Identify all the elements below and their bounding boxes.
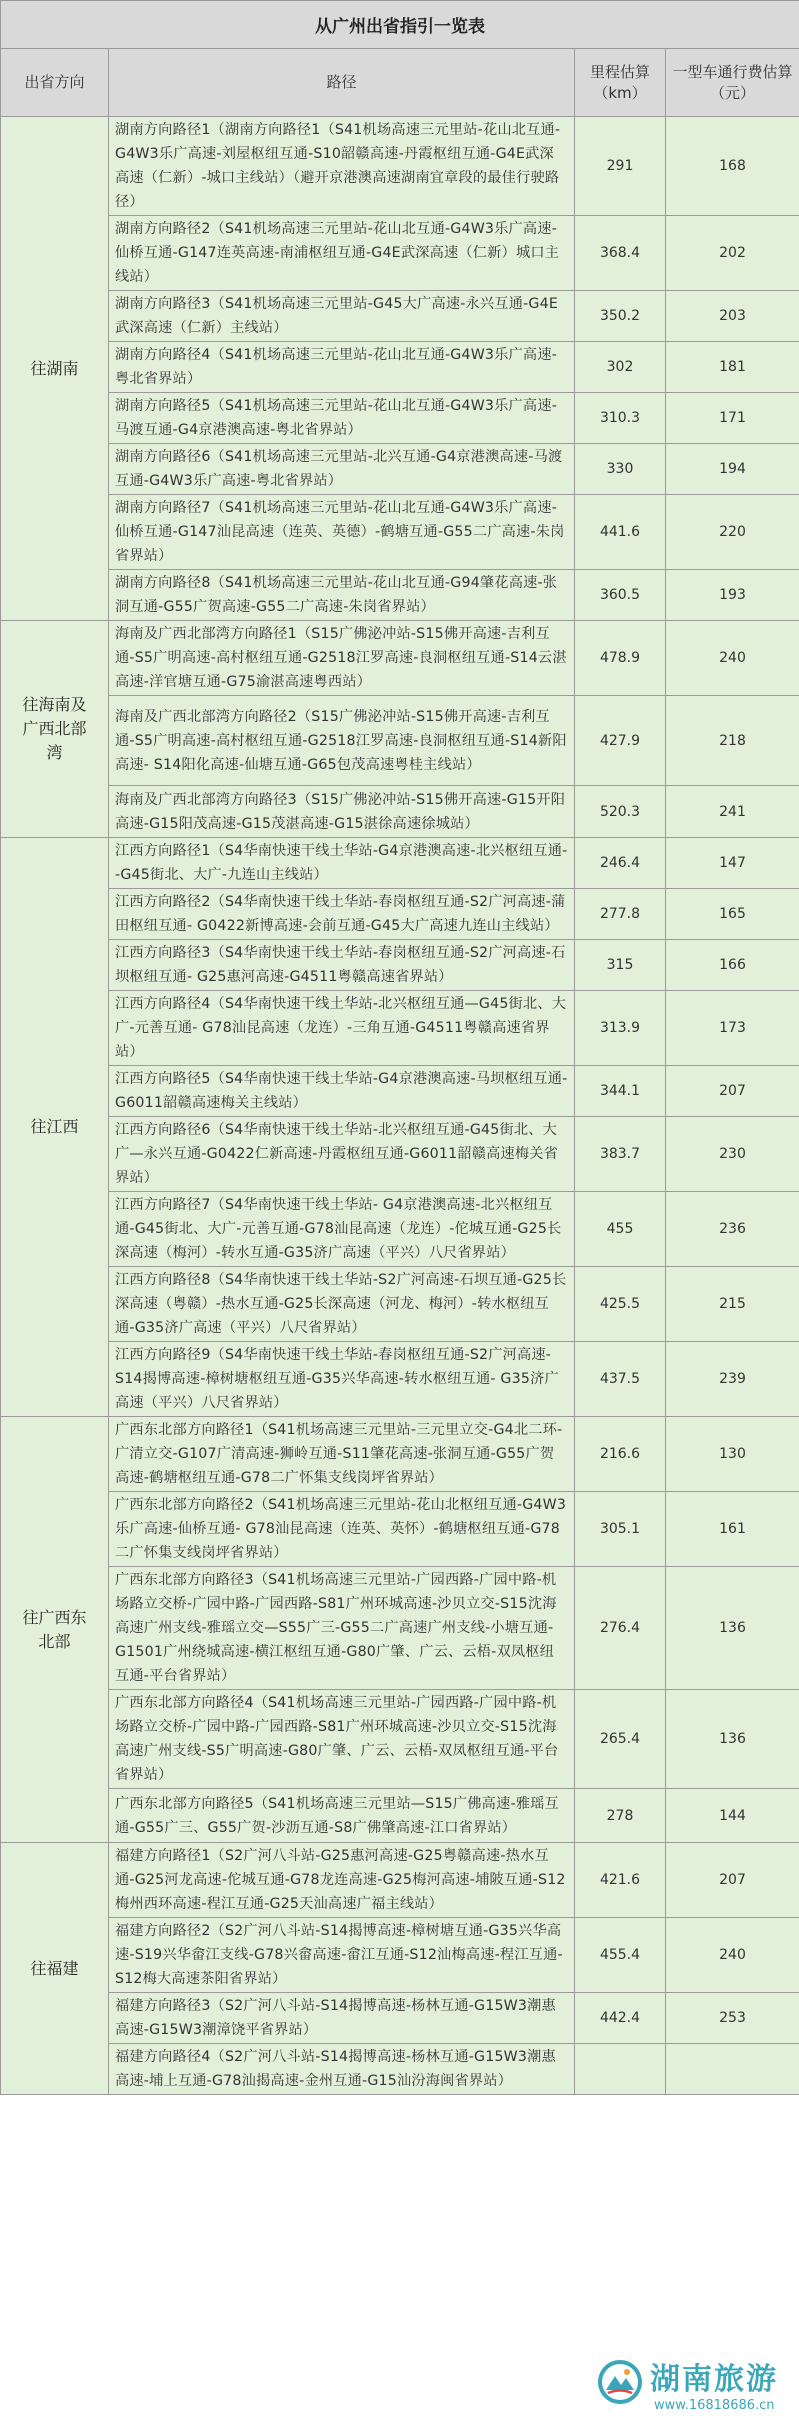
header-direction: 出省方向 [1, 49, 109, 117]
table-row [1, 495, 799, 570]
table-row [1, 1918, 799, 1993]
route-cell: 广西东北部方向路径2（S41机场高速三元里站-花山北枢纽互通-G4W3乐广高速-仙桥互通- G78汕昆高速（连英、英怀）-鹤塘枢纽互通-G78二广怀集支线岗坪省界站） [109, 1492, 575, 1567]
toll-cell: 240 [666, 1918, 799, 1993]
route-cell: 福建方向路径2（S2广河八斗站-S14揭博高速-樟树塘互通-G35兴华高速-S19兴华畲江支线-G78兴畲高速-畲江互通-S12汕梅高速-程江互通-S12梅大高速茶阳省界站） [109, 1918, 575, 1993]
route-cell: 江西方向路径5（S4华南快速干线土华站-G4京港澳高速-马坝枢纽互通- G6011韶赣高速梅关主线站） [109, 1066, 575, 1117]
distance-cell: 310.3 [575, 393, 666, 444]
route-cell: 湖南方向路径2（S41机场高速三元里站-花山北互通-G4W3乐广高速-仙桥互通-G147连英高速-南浦枢纽互通-G4E武深高速（仁新）城口主线站） [109, 216, 575, 291]
table-row [1, 570, 799, 621]
table-row [1, 342, 799, 393]
route-cell: 广西东北部方向路径3（S41机场高速三元里站-广园西路-广园中路-机场路立交桥-广园中路-广园西路-S81广州环城高速-沙贝立交-S15沈海高速广州支线-雅瑶立交—S55广三-G55二广高速广州支线-小塘互通-G1501广州绕城高速-横江枢纽互通-G80广肇、广云、云梧-双凤枢纽互通-平台省界站） [109, 1567, 575, 1690]
route-cell: 江西方向路径8（S4华南快速干线土华站-S2广河高速-石坝互通-G25长深高速（粤赣）-热水互通-G25长深高速（河龙、梅河）-转水枢纽互通-G35济广高速（平兴）八尺省界站） [109, 1267, 575, 1342]
toll-cell: 181 [666, 342, 799, 393]
toll-cell: 230 [666, 1117, 799, 1192]
toll-cell [666, 2044, 799, 2095]
table-row [1, 786, 799, 838]
distance-cell: 330 [575, 444, 666, 495]
toll-cell: 136 [666, 1690, 799, 1789]
toll-cell: 161 [666, 1492, 799, 1567]
distance-cell: 302 [575, 342, 666, 393]
route-cell: 海南及广西北部湾方向路径1（S15广佛泌冲站-S15佛开高速-吉利互通-S5广明高速-高村枢纽互通-G2518江罗高速-良洞枢纽互通-S14云湛高速-洋官塘互通-G75渝湛高速粤西站） [109, 621, 575, 696]
toll-cell: 253 [666, 1993, 799, 2044]
distance-cell: 216.6 [575, 1417, 666, 1492]
distance-cell: 427.9 [575, 696, 666, 786]
table-row [1, 393, 799, 444]
route-cell: 湖南方向路径7（S41机场高速三元里站-花山北互通-G4W3乐广高速-仙桥互通-G147汕昆高速（连英、英德）-鹤塘互通-G55二广高速-朱岗省界站） [109, 495, 575, 570]
table-row [1, 1567, 799, 1690]
toll-cell: 166 [666, 940, 799, 991]
route-cell: 海南及广西北部湾方向路径3（S15广佛泌冲站-S15佛开高速-G15开阳高速-G15阳茂高速-G15茂湛高速-G15湛徐高速徐城站） [109, 786, 575, 838]
direction-cell: 往湖南 [1, 117, 109, 621]
direction-cell: 往海南及广西北部湾 [1, 621, 109, 838]
distance-cell: 383.7 [575, 1117, 666, 1192]
distance-cell: 350.2 [575, 291, 666, 342]
route-cell: 江西方向路径2（S4华南快速干线土华站-春岗枢纽互通-S2广河高速-蒲田枢纽互通- G0422新博高速-会前互通-G45大广高速九连山主线站） [109, 889, 575, 940]
table-row [1, 216, 799, 291]
distance-cell: 265.4 [575, 1690, 666, 1789]
toll-cell: 203 [666, 291, 799, 342]
table-title: 从广州出省指引一览表 [1, 1, 799, 49]
distance-cell: 315 [575, 940, 666, 991]
header-distance: 里程估算（km） [575, 49, 666, 117]
distance-cell: 425.5 [575, 1267, 666, 1342]
route-cell: 广西东北部方向路径1（S41机场高速三元里站-三元里立交-G4北二环-广清立交-G107广清高速-狮岭互通-S11肇花高速-张洞互通-G55广贺高速-鹤塘枢纽互通-G78二广怀集支线岗坪省界站） [109, 1417, 575, 1492]
table-row [1, 1843, 799, 1918]
route-cell: 湖南方向路径4（S41机场高速三元里站-花山北互通-G4W3乐广高速-粤北省界站） [109, 342, 575, 393]
table-row [1, 621, 799, 696]
toll-cell: 241 [666, 786, 799, 838]
table-row [1, 889, 799, 940]
route-cell: 江西方向路径7（S4华南快速干线土华站- G4京港澳高速-北兴枢纽互通-G45街北、大广-元善互通-G78汕昆高速（龙连）-佗城互通-G25长深高速（梅河）-转水互通-G35济广高速（平兴）八尺省界站） [109, 1192, 575, 1267]
distance-cell: 421.6 [575, 1843, 666, 1918]
table-row [1, 1117, 799, 1192]
distance-cell: 478.9 [575, 621, 666, 696]
distance-cell: 442.4 [575, 1993, 666, 2044]
route-cell: 福建方向路径1（S2广河八斗站-G25惠河高速-G25粤赣高速-热水互通-G25河龙高速-佗城互通-G78龙连高速-G25梅河高速-埔陂互通-S12梅州西环高速-程江互通-G25天汕高速广福主线站） [109, 1843, 575, 1918]
toll-cell: 130 [666, 1417, 799, 1492]
toll-cell: 215 [666, 1267, 799, 1342]
distance-cell: 246.4 [575, 838, 666, 889]
route-cell: 江西方向路径6（S4华南快速干线土华站-北兴枢纽互通-G45街北、大广—永兴互通-G0422仁新高速-丹霞枢纽互通-G6011韶赣高速梅关省界站） [109, 1117, 575, 1192]
direction-cell: 往江西 [1, 838, 109, 1417]
table-row [1, 696, 799, 786]
table-row [1, 1789, 799, 1843]
route-cell: 广西东北部方向路径5（S41机场高速三元里站—S15广佛高速-雅瑶互通-G55广三、G55广贺-沙沥互通-S8广佛肇高速-江口省界站） [109, 1789, 575, 1843]
distance-cell: 313.9 [575, 991, 666, 1066]
table-row [1, 444, 799, 495]
distance-cell: 291 [575, 117, 666, 216]
route-cell: 江西方向路径9（S4华南快速干线土华站-春岗枢纽互通-S2广河高速-S14揭博高速-樟树塘枢纽互通-G35兴华高速-转水枢纽互通- G35济广高速（平兴）八尺省界站） [109, 1342, 575, 1417]
table-row [1, 2044, 799, 2095]
toll-cell: 144 [666, 1789, 799, 1843]
route-cell: 海南及广西北部湾方向路径2（S15广佛泌冲站-S15佛开高速-吉利互通-S5广明高速-高村枢纽互通-G2518江罗高速-良洞枢纽互通-S14新阳高速- S14阳化高速-仙塘互通-G65包茂高速粤桂主线站） [109, 696, 575, 786]
distance-cell: 360.5 [575, 570, 666, 621]
scenic-logo-icon [596, 2358, 644, 2406]
table-row [1, 1267, 799, 1342]
toll-cell: 168 [666, 117, 799, 216]
table-row [1, 1993, 799, 2044]
table-row [1, 1690, 799, 1789]
watermark [596, 2350, 796, 2426]
route-cell: 江西方向路径1（S4华南快速干线土华站-G4京港澳高速-北兴枢纽互通--G45街北、大广-九连山主线站） [109, 838, 575, 889]
route-cell: 江西方向路径4（S4华南快速干线土华站-北兴枢纽互通—G45街北、大广-元善互通- G78汕昆高速（龙连）-三角互通-G4511粤赣高速省界站） [109, 991, 575, 1066]
table-row [1, 291, 799, 342]
distance-cell: 305.1 [575, 1492, 666, 1567]
toll-cell: 147 [666, 838, 799, 889]
table-row [1, 1492, 799, 1567]
toll-cell: 194 [666, 444, 799, 495]
toll-cell: 220 [666, 495, 799, 570]
table-row [1, 940, 799, 991]
header-route: 路径 [109, 49, 575, 117]
toll-cell: 165 [666, 889, 799, 940]
route-cell: 福建方向路径4（S2广河八斗站-S14揭博高速-杨林互通-G15W3潮惠高速-埔上互通-G78汕揭高速-金州互通-G15汕汾海闽省界站） [109, 2044, 575, 2095]
route-cell: 湖南方向路径6（S41机场高速三元里站-北兴互通-G4京港澳高速-马渡互通-G4W3乐广高速-粤北省界站） [109, 444, 575, 495]
distance-cell: 278 [575, 1789, 666, 1843]
table-row [1, 1066, 799, 1117]
table-row [1, 1417, 799, 1492]
toll-cell: 173 [666, 991, 799, 1066]
distance-cell: 368.4 [575, 216, 666, 291]
distance-cell: 455.4 [575, 1918, 666, 1993]
toll-cell: 218 [666, 696, 799, 786]
distance-cell: 277.8 [575, 889, 666, 940]
route-cell: 广西东北部方向路径4（S41机场高速三元里站-广园西路-广园中路-机场路立交桥-广园中路-广园西路-S81广州环城高速-沙贝立交-S15沈海高速广州支线-S5广明高速-G80广肇、广云、云梧-双凤枢纽互通-平台省界站） [109, 1690, 575, 1789]
distance-cell: 455 [575, 1192, 666, 1267]
table-row [1, 117, 799, 216]
route-cell: 湖南方向路径1（湖南方向路径1（S41机场高速三元里站-花山北互通-G4W3乐广高速-刘屋枢纽互通-S10韶赣高速-丹霞枢纽互通-G4E武深高速（仁新）-城口主线站）（避开京港澳高速湖南宜章段的最佳行驶路径） [109, 117, 575, 216]
route-cell: 湖南方向路径8（S41机场高速三元里站-花山北互通-G94肇花高速-张洞互通-G55广贺高速-G55二广高速-朱岗省界站） [109, 570, 575, 621]
distance-cell: 344.1 [575, 1066, 666, 1117]
watermark-url: www.16818686.cn [654, 2398, 775, 2413]
direction-cell: 往福建 [1, 1843, 109, 2095]
distance-cell: 276.4 [575, 1567, 666, 1690]
toll-cell: 236 [666, 1192, 799, 1267]
table-row [1, 991, 799, 1066]
route-cell: 福建方向路径3（S2广河八斗站-S14揭博高速-杨林互通-G15W3潮惠高速-G15W3潮漳饶平省界站） [109, 1993, 575, 2044]
route-cell: 湖南方向路径3（S41机场高速三元里站-G45大广高速-永兴互通-G4E武深高速（仁新）主线站） [109, 291, 575, 342]
toll-cell: 207 [666, 1843, 799, 1918]
route-cell: 湖南方向路径5（S41机场高速三元里站-花山北互通-G4W3乐广高速-马渡互通-G4京港澳高速-粤北省界站） [109, 393, 575, 444]
toll-cell: 207 [666, 1066, 799, 1117]
toll-cell: 193 [666, 570, 799, 621]
distance-cell [575, 2044, 666, 2095]
watermark-title: 湖南旅游 [650, 2362, 778, 2397]
toll-cell: 240 [666, 621, 799, 696]
toll-cell: 202 [666, 216, 799, 291]
route-cell: 江西方向路径3（S4华南快速干线土华站-春岗枢纽互通-S2广河高速-石坝枢纽互通- G25惠河高速-G4511粤赣高速省界站） [109, 940, 575, 991]
header-toll: 一型车通行费估算（元） [666, 49, 799, 117]
distance-cell: 520.3 [575, 786, 666, 838]
table-row [1, 1342, 799, 1417]
distance-cell: 441.6 [575, 495, 666, 570]
table-row [1, 838, 799, 889]
distance-cell: 437.5 [575, 1342, 666, 1417]
direction-cell: 往广西东北部 [1, 1417, 109, 1843]
toll-cell: 171 [666, 393, 799, 444]
table-row [1, 1192, 799, 1267]
toll-cell: 239 [666, 1342, 799, 1417]
toll-cell: 136 [666, 1567, 799, 1690]
